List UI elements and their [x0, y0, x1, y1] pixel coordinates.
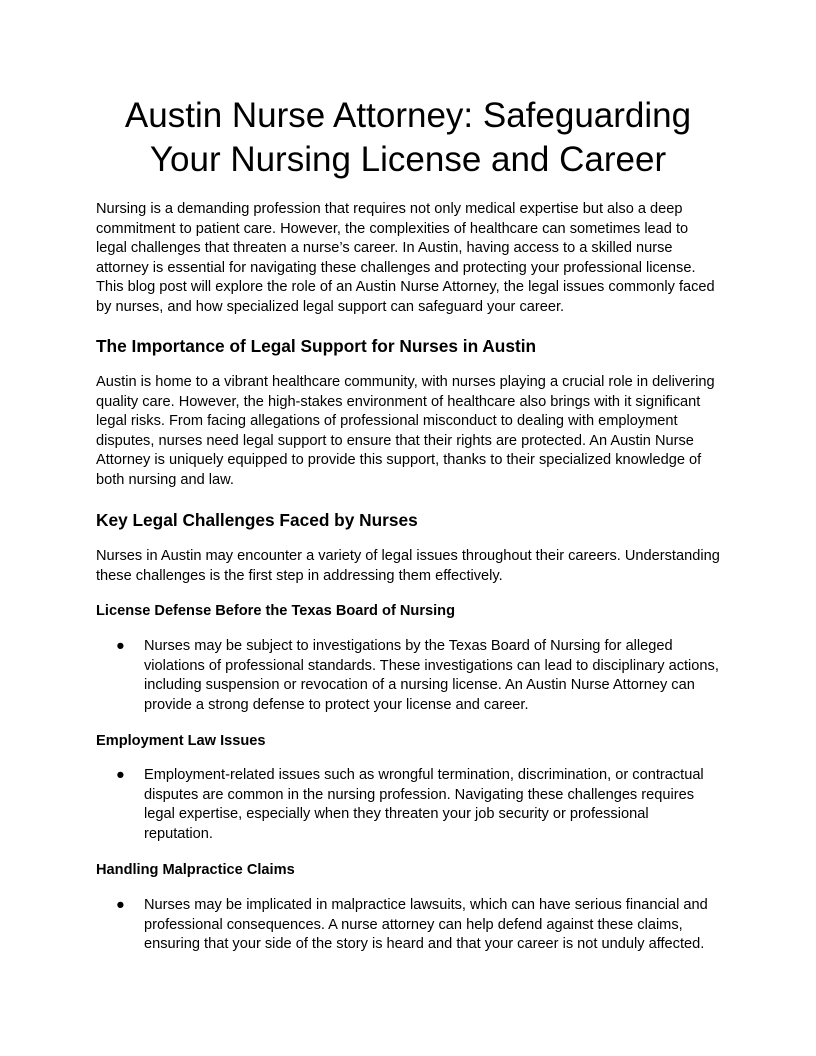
bullet-icon: ●: [116, 638, 125, 654]
list-item-text: Nurses may be implicated in malpractice lawsuits, which can have serious financial and professional consequences. A nurse attorney can help defend against these claims, ensuring that your side of the story is heard and that your career is not unduly affected.: [144, 897, 708, 953]
subheading-malpractice: Handling Malpractice Claims: [96, 862, 295, 878]
intro-paragraph: Nursing is a demanding profession that requires not only medical expertise but also a deep commitment to patient care. However, the complexities of healthcare can sometimes lead to legal challenges that threaten a nurse’s career. In Austin, having access to a skilled nurse attorney is essential for navigating these challenges and protecting your professional license. This blog post will explore the role of an Austin Nurse Attorney, the legal issues commonly faced by nurses, and how specialized legal support can safeguard your career.: [96, 201, 715, 315]
importance-paragraph: Austin is home to a vibrant healthcare community, with nurses playing a crucial role in delivering quality care. However, the high-stakes environment of healthcare also brings with it significant legal risks. From facing allegations of professional misconduct to dealing with employment disputes, nurses need legal support to ensure that their rights are protected. An Austin Nurse Attorney is uniquely equipped to provide this support, thanks to their specialized knowledge of both nursing and law.: [96, 374, 715, 488]
list-item-text: Employment-related issues such as wrongful termination, discrimination, or contractual disputes are common in the nursing profession. Navigating these challenges requires legal expertise, especially when they threaten your job security or professional reputation.: [144, 767, 704, 842]
list-item-text: Nurses may be subject to investigations by the Texas Board of Nursing for alleged violations of professional standards. These investigations can lead to disciplinary actions, including suspension or revocation of a nursing license. An Austin Nurse Attorney can provide a strong defense to protect your license and career.: [144, 638, 719, 713]
bullet-icon: ●: [116, 897, 125, 913]
challenges-paragraph: Nurses in Austin may encounter a variety of legal issues throughout their careers. Understanding these challenges is the first step in addressing them effectively.: [96, 548, 720, 584]
subheading-license-defense: License Defense Before the Texas Board of Nursing: [96, 603, 455, 619]
subheading-employment-law: Employment Law Issues: [96, 733, 266, 749]
bullet-icon: ●: [116, 767, 125, 783]
page-title: Austin Nurse Attorney: Safeguarding Your Nursing License and Career: [124, 96, 692, 179]
section-heading-challenges: Key Legal Challenges Faced by Nurses: [96, 510, 418, 530]
section-heading-importance: The Importance of Legal Support for Nurses in Austin: [96, 336, 537, 356]
